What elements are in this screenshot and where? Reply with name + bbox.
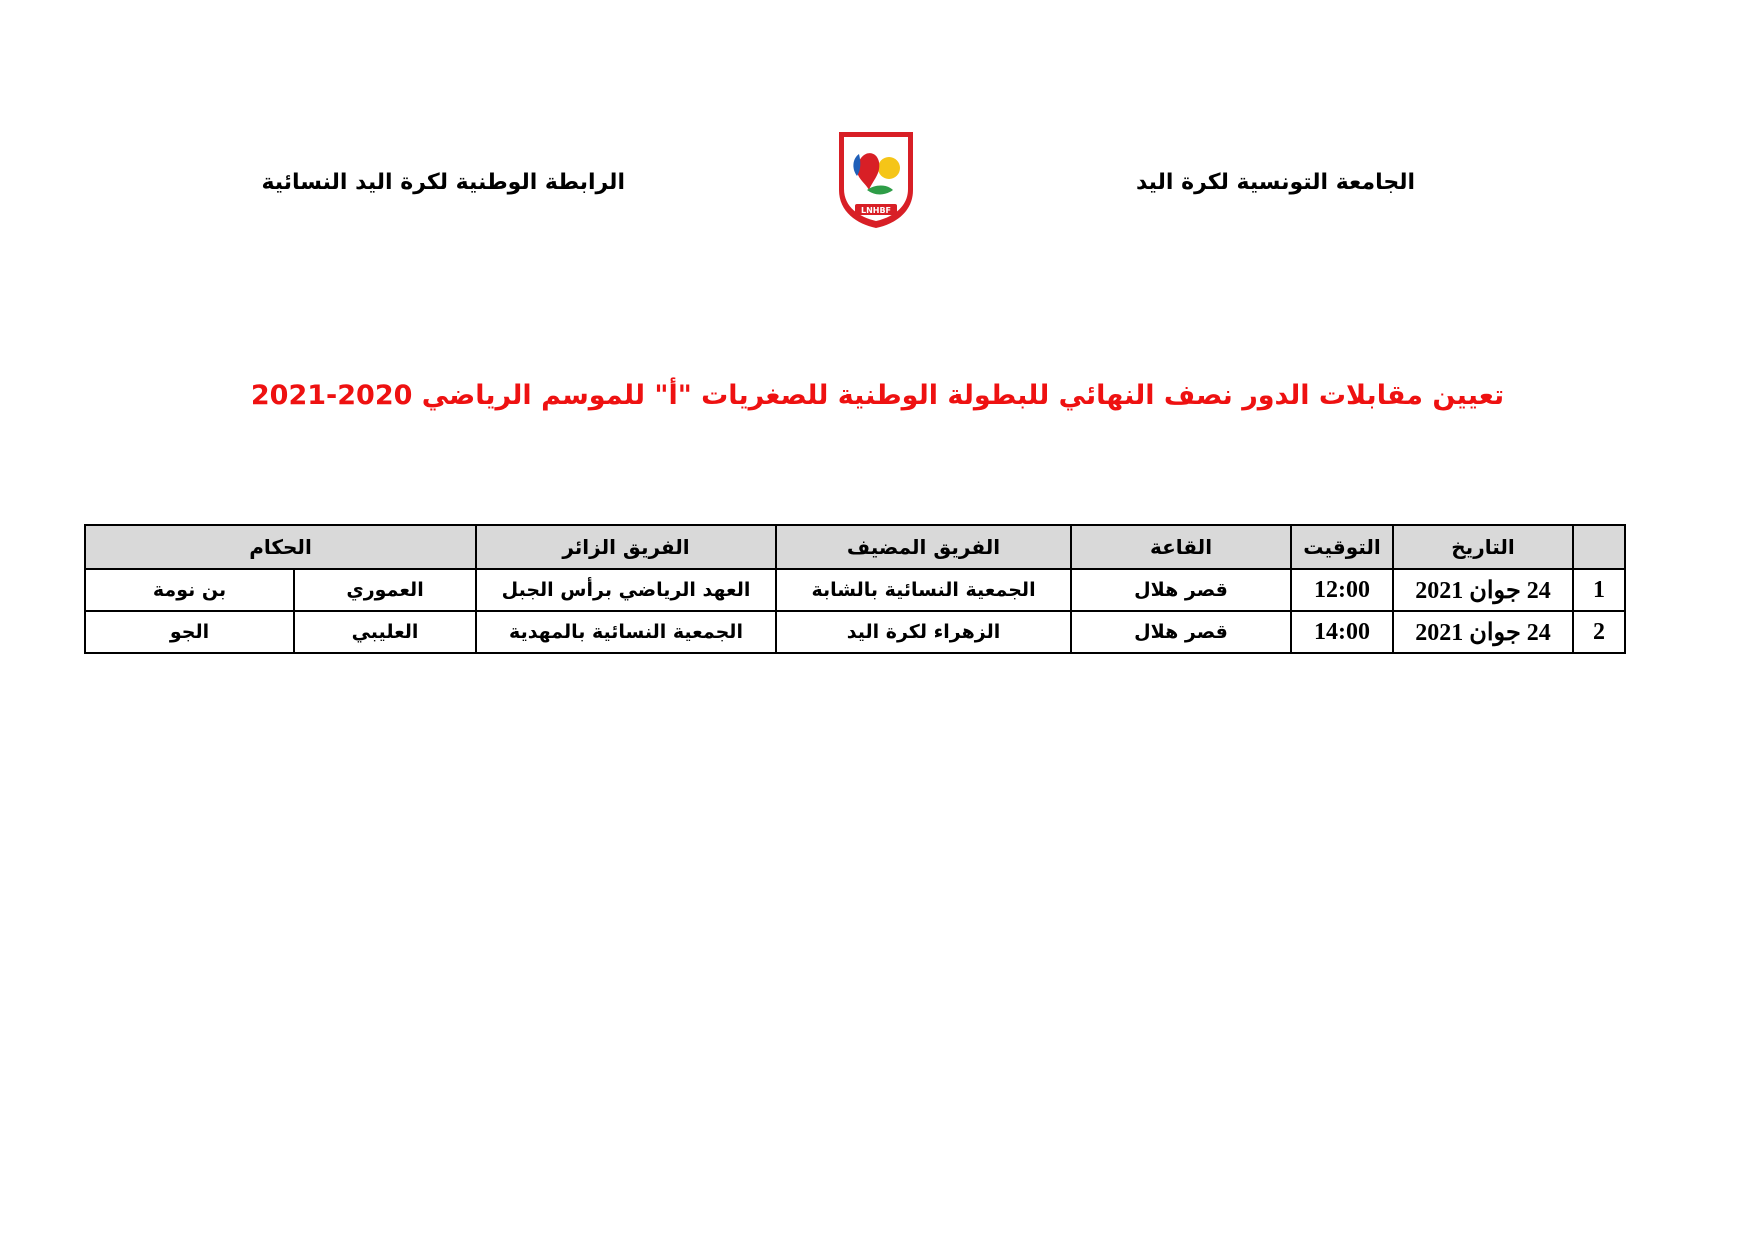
home-team: الزهراء لكرة اليد [776,611,1071,653]
schedule-table [84,524,1626,654]
referee-1: العموري [294,569,476,611]
away-team: الجمعية النسائية بالمهدية [476,611,776,653]
away-team: العهد الرياضي برأس الجبل [476,569,776,611]
match-hall: قصر هلال [1071,611,1291,653]
table-row [85,569,1625,611]
col-referees-header: الحكام [85,525,476,569]
match-index: 1 [1573,569,1625,611]
referee-2: الجو [85,611,294,653]
match-date: 24 جوان 2021 [1393,611,1573,653]
logo-text: LNHBF [860,206,892,215]
match-index: 2 [1573,611,1625,653]
league-name: الرابطة الوطنية لكرة اليد النسائية [261,170,625,195]
match-time: 12:00 [1291,569,1393,611]
match-time: 14:00 [1291,611,1393,653]
page-title: تعيين مقابلات الدور نصف النهائي للبطولة الوطنية للصغريات "أ" للموسم الرياضي 2020-2021 [250,380,1505,411]
referee-1: العليبي [294,611,476,653]
col-away-header: الفريق الزائر [476,525,776,569]
col-home-header: الفريق المضيف [776,525,1071,569]
col-hall-header: القاعة [1071,525,1291,569]
table-header-row [85,525,1625,569]
league-logo [833,128,919,230]
handball-icon [878,157,900,179]
match-hall: قصر هلال [1071,569,1291,611]
table-row [85,611,1625,653]
col-index-header [1573,525,1625,569]
col-date-header: التاريخ [1393,525,1573,569]
federation-name: الجامعة التونسية لكرة اليد [1135,170,1415,195]
col-time-header: التوقيت [1291,525,1393,569]
match-date: 24 جوان 2021 [1393,569,1573,611]
referee-2: بن نومة [85,569,294,611]
home-team: الجمعية النسائية بالشابة [776,569,1071,611]
